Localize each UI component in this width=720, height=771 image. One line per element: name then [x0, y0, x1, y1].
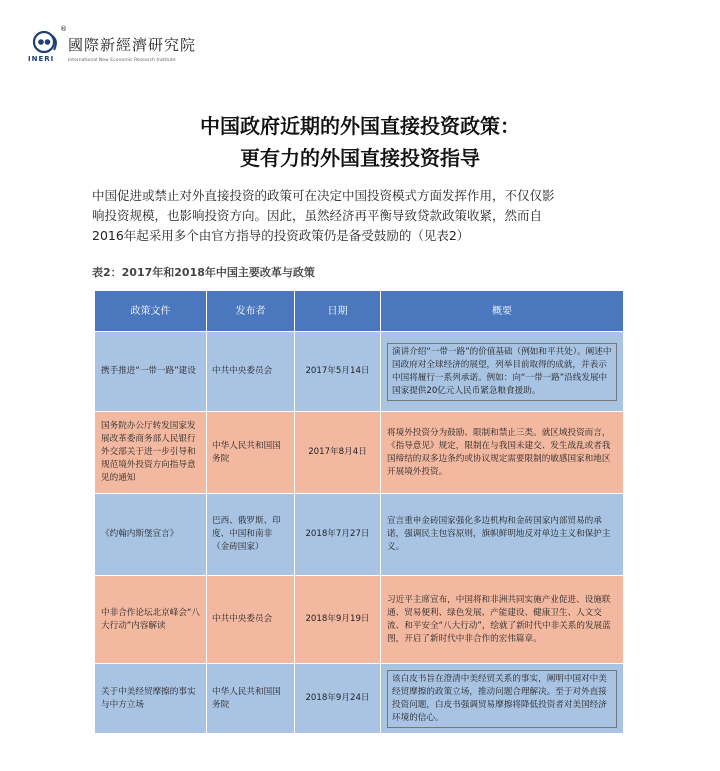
cell-document: 《约翰内斯堡宣言》 — [95, 494, 207, 576]
cell-issuer: 中华人民共和国国务院 — [207, 664, 295, 734]
column-header-summary: 概要 — [381, 291, 624, 332]
policy-table — [94, 290, 624, 734]
table-row — [95, 332, 624, 412]
cell-date: 2017年8月4日 — [295, 412, 381, 494]
page-title-line-1: 中国政府近期的外国直接投资政策： — [200, 114, 520, 138]
cell-document: 中非合作论坛北京峰会“八大行动”内容解读 — [95, 576, 207, 664]
cell-issuer: 中共中央委员会 — [207, 332, 295, 412]
table-row — [95, 494, 624, 576]
column-header-document: 政策文件 — [95, 291, 207, 332]
column-header-issuer: 发布者 — [207, 291, 295, 332]
cell-summary: 将境外投资分为鼓励、限制和禁止三类。就区域投资而言，《指导意见》规定，限制在与我国未建交、发生战乱或者我国缔结的双多边条约或协议规定需要限制的敏感国家和地区开展境外投资。 — [381, 412, 624, 494]
cell-date: 2017年5月14日 — [295, 332, 381, 412]
intro-line: 响投资规模，也影响投资方向。因此，虽然经济再平衡导致贷款政策收紧，然而自 — [92, 208, 543, 223]
page-title-line-2: 更有力的外国直接投资指导 — [240, 146, 480, 170]
cell-summary — [381, 664, 624, 734]
cell-date: 2018年9月19日 — [295, 576, 381, 664]
cell-summary: 习近平主席宣布，中国将和非洲共同实施产业促进、设施联通、贸易便利、绿色发展、产能建设、健康卫生、人文交流、和平安全“八大行动”，绘就了新时代中非关系的发展蓝图，开启了新时代中非合作的宏伟篇章。 — [381, 576, 624, 664]
intro-line: 2016年起采用多个由官方指导的投资政策仍是备受鼓励的（见表2） — [92, 228, 470, 243]
table-row — [95, 664, 624, 734]
cell-summary — [381, 332, 624, 412]
org-english-name: International New Economic Research Institute — [68, 58, 176, 63]
cell-issuer: 中华人民共和国国务院 — [207, 412, 295, 494]
cell-issuer: 巴西、俄罗斯、印度、中国和南非（金砖国家） — [207, 494, 295, 576]
cell-summary: 宣言重申金砖国家强化多边机构和金砖国家内部贸易的承诺，强调民主包容原则，旗帜鲜明地反对单边主义和保护主义。 — [381, 494, 624, 576]
summary-text: 该白皮书旨在澄清中美经贸关系的事实，阐明中国对中美经贸摩擦的政策立场，推动问题合理解决。至于对外直接投资问题，白皮书强调贸易摩擦将降低投资者对美国经济环境的信心。 — [387, 670, 617, 728]
cell-issuer: 中共中央委员会 — [207, 576, 295, 664]
intro-paragraph — [92, 186, 637, 246]
ineri-logo-icon — [32, 30, 62, 54]
intro-line: 中国促进或禁止对外直接投资的政策可在决定中国投资模式方面发挥作用，不仅仅影 — [92, 188, 555, 203]
org-name: 國際新經濟研究院 — [68, 36, 197, 54]
cell-date: 2018年9月24日 — [295, 664, 381, 734]
column-header-date: 日期 — [295, 291, 381, 332]
cell-date: 2018年7月27日 — [295, 494, 381, 576]
table-row — [95, 412, 624, 494]
registered-mark: ® — [60, 25, 67, 33]
org-abbreviation: INERI — [28, 55, 55, 63]
table-caption: 表2：2017年和2018年中国主要改革与政策 — [92, 266, 315, 279]
table-row — [95, 576, 624, 664]
cell-document: 携手推进“一带一路”建设 — [95, 332, 207, 412]
summary-text: 演讲介绍“一带一路”的价值基础（例如和平共处）。阐述中国政府对全球经济的展望，列举目前取得的成就，并表示中国将履行一系列承诺。例如：向“一带一路”沿线发展中国家提供20亿元人民币紧急粮食援助。 — [387, 343, 617, 401]
cell-document: 关于中美经贸摩擦的事实与中方立场 — [95, 664, 207, 734]
cell-document: 国务院办公厅转发国家发展改革委商务部人民银行外交部关于进一步引导和规范境外投资方向指导意见的通知 — [95, 412, 207, 494]
table-header-row — [95, 291, 624, 332]
